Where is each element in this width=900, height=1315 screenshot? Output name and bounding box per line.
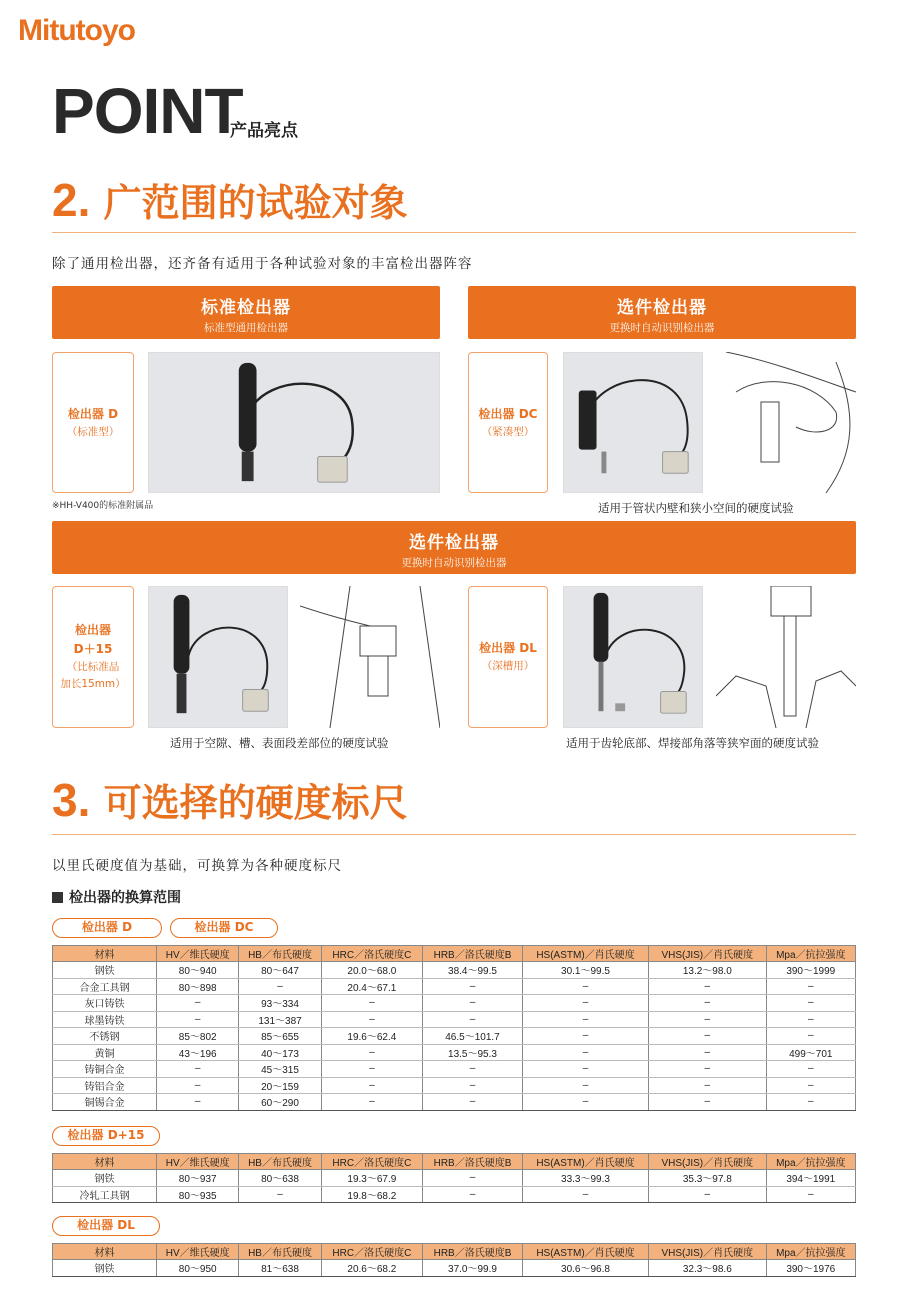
value-cell: 80～898 [157,978,239,995]
value-cell: 37.0～99.9 [423,1260,523,1277]
value-cell: – [766,1011,855,1028]
table-header-cell: 材料 [53,1244,157,1260]
probe-dc-type: （紧凑型） [481,425,535,438]
value-cell: 30.6～96.8 [522,1260,648,1277]
conversion-table-d [52,945,856,1111]
probe-dc-caption: 适用于管状内壁和狭小空间的硬度试验 [598,501,794,515]
conversion-subhead-text: 检出器的换算范围 [69,890,181,906]
table-row [53,1094,856,1111]
conversion-table-d15 [52,1153,856,1203]
probe-d15-name: 检出器 [74,623,111,638]
banner-standard-subtitle: 标准型通用检出器 [204,322,288,334]
table-header-cell: 材料 [53,946,157,962]
value-cell: 80～647 [239,962,321,979]
probe-dl-usage-illustration [716,586,856,728]
table-row [53,1186,856,1203]
value-cell: – [766,1061,855,1078]
section2-heading [52,172,408,227]
table-header-cell: HRC／洛氏硬度C [321,946,422,962]
value-cell: 80～950 [157,1260,239,1277]
table-header-cell: HS(ASTM)／肖氏硬度 [522,946,648,962]
probe-d15-type2: 加长15mm） [60,678,126,691]
value-cell: 85～655 [239,1028,321,1045]
value-cell: – [157,1094,239,1111]
probe-d-name: 检出器 D [67,406,119,421]
value-cell: – [522,978,648,995]
value-cell: – [321,1094,422,1111]
value-cell: 390～1976 [766,1260,855,1277]
value-cell: – [649,1044,767,1061]
value-cell: – [522,1044,648,1061]
value-cell: – [649,1061,767,1078]
pill-probe-dc: 检出器 DC [170,918,278,938]
probe-dc-usage-illustration [716,352,856,493]
value-cell: – [649,978,767,995]
probe-d15-usage-illustration [300,586,440,728]
section3-intro: 以里氏硬度值为基础，可换算为各种硬度标尺 [52,858,342,874]
probe-dc-card [468,352,548,493]
section3-title: 可选择的硬度标尺 [103,781,408,825]
probe-d15-card [52,586,134,728]
value-cell: – [649,1094,767,1111]
section3-number: 3. [52,774,91,826]
banner-standard-title: 标准检出器 [201,298,291,318]
value-cell: 131～387 [239,1011,321,1028]
table-header-cell: VHS(JIS)／肖氏硬度 [649,1244,767,1260]
table-header-cell: HB／布氏硬度 [239,1154,321,1170]
table-header-cell: Mpa／抗拉强度 [766,946,855,962]
table-row [53,995,856,1012]
value-cell: 390～1999 [766,962,855,979]
value-cell: – [649,995,767,1012]
value-cell: – [522,1061,648,1078]
table-header-cell: HV／维氏硬度 [157,1244,239,1260]
material-cell: 铸铝合金 [53,1077,157,1094]
value-cell: 30.1～99.5 [522,962,648,979]
table-header-cell: HS(ASTM)／肖氏硬度 [522,1244,648,1260]
material-cell: 铜锡合金 [53,1094,157,1111]
value-cell: – [522,1094,648,1111]
probe-dl-photo [563,586,703,728]
banner-standard-probe [52,286,440,339]
conversion-table-dl [52,1243,856,1277]
value-cell: – [423,1170,523,1187]
table-header-cell: Mpa／抗拉强度 [766,1244,855,1260]
banner-optional-title: 选件检出器 [617,298,707,318]
table-header-cell: HB／布氏硬度 [239,946,321,962]
material-cell: 灰口铸铁 [53,995,157,1012]
table-header-row [53,1244,856,1260]
value-cell: 394～1991 [766,1170,855,1187]
value-cell: 38.4～99.5 [423,962,523,979]
probe-d-photo [148,352,440,493]
material-cell: 铸铜合金 [53,1061,157,1078]
banner-optional2-title: 选件检出器 [409,533,499,553]
value-cell: 19.6～62.4 [321,1028,422,1045]
table-row [53,1011,856,1028]
page-title: POINT [52,75,243,147]
value-cell: – [157,1011,239,1028]
probe-dl-type: （深槽用） [481,660,535,673]
value-cell: – [649,1028,767,1045]
value-cell: 43～196 [157,1044,239,1061]
value-cell: – [649,1011,767,1028]
value-cell: – [423,1186,523,1203]
section2-intro: 除了通用检出器，还齐备有适用于各种试验对象的丰富检出器阵容 [52,256,473,272]
value-cell: – [239,978,321,995]
table-header-cell: HRB／洛氏硬度B [423,1154,523,1170]
table-header-cell: HRB／洛氏硬度B [423,946,523,962]
value-cell: 80～935 [157,1186,239,1203]
probe-d-card [52,352,134,493]
value-cell: – [766,1077,855,1094]
table-header-cell: HS(ASTM)／肖氏硬度 [522,1154,648,1170]
banner-optional-probe-2 [52,521,856,574]
table-row [53,1061,856,1078]
value-cell: 20.6～68.2 [321,1260,422,1277]
brand-logo: Mitutoyo [18,14,135,47]
table-header-cell: VHS(JIS)／肖氏硬度 [649,1154,767,1170]
material-cell: 钢铁 [53,1170,157,1187]
probe-dl-name: 检出器 DL [479,641,537,655]
value-cell: – [321,1061,422,1078]
value-cell: – [321,995,422,1012]
value-cell: – [321,1077,422,1094]
value-cell: 80～940 [157,962,239,979]
probe-d15-name2: D＋15 [73,642,113,657]
table-row [53,978,856,995]
table-header-cell: HRB／洛氏硬度B [423,1244,523,1260]
value-cell: – [423,995,523,1012]
probe-d15-caption: 适用于空隙、槽、表面段差部位的硬度试验 [170,736,389,750]
value-cell: – [766,1094,855,1111]
value-cell: 45～315 [239,1061,321,1078]
value-cell: – [649,1077,767,1094]
banner-optional-probe [468,286,856,339]
value-cell: 60～290 [239,1094,321,1111]
value-cell: – [239,1186,321,1203]
value-cell: – [423,1077,523,1094]
value-cell: – [157,1077,239,1094]
table-header-cell: HRC／洛氏硬度C [321,1244,422,1260]
value-cell: 13.2～98.0 [649,962,767,979]
material-cell: 不锈钢 [53,1028,157,1045]
value-cell: – [766,1028,855,1045]
table-row [53,962,856,979]
value-cell: – [157,995,239,1012]
probe-dl-card [468,586,548,728]
value-cell: – [321,1011,422,1028]
value-cell: – [766,1186,855,1203]
value-cell: 35.3～97.8 [649,1170,767,1187]
table-header-cell: 材料 [53,1154,157,1170]
banner-optional-subtitle: 更换时自动识别检出器 [609,322,715,334]
value-cell: 20.0～68.0 [321,962,422,979]
value-cell: 40～173 [239,1044,321,1061]
table-row [53,1260,856,1277]
value-cell: 20～159 [239,1077,321,1094]
probe-dl-caption: 适用于齿轮底部、焊接部角落等狭窄面的硬度试验 [566,736,819,750]
value-cell: 81～638 [239,1260,321,1277]
material-cell: 钢铁 [53,962,157,979]
material-cell: 冷轧工具钢 [53,1186,157,1203]
table-row [53,1044,856,1061]
value-cell: – [766,995,855,1012]
value-cell: 20.4～67.1 [321,978,422,995]
material-cell: 球墨铸铁 [53,1011,157,1028]
table-row [53,1077,856,1094]
value-cell: – [522,1011,648,1028]
value-cell: – [522,1028,648,1045]
table-header-row [53,946,856,962]
section2-rule [52,232,856,233]
value-cell: – [423,978,523,995]
section3-heading [52,772,408,827]
value-cell: 13.5～95.3 [423,1044,523,1061]
banner-optional2-subtitle: 更换时自动识别检出器 [401,557,507,569]
value-cell: – [321,1044,422,1061]
value-cell: 19.3～67.9 [321,1170,422,1187]
page-subtitle: 产品亮点 [230,121,298,141]
table-header-cell: HB／布氏硬度 [239,1244,321,1260]
value-cell: 33.3～99.3 [522,1170,648,1187]
probe-dc-photo [563,352,703,493]
conversion-subhead [52,887,181,907]
value-cell: – [522,995,648,1012]
probe-d-note: ※HH-V400的标准附属品 [52,501,154,511]
value-cell: – [522,1077,648,1094]
table-row [53,1170,856,1187]
section2-number: 2. [52,174,91,226]
value-cell: – [423,1011,523,1028]
value-cell: – [522,1186,648,1203]
material-cell: 合金工具钢 [53,978,157,995]
table-header-cell: Mpa／抗拉强度 [766,1154,855,1170]
value-cell: 85～802 [157,1028,239,1045]
value-cell: – [423,1094,523,1111]
probe-dc-name: 检出器 DC [478,406,538,421]
probe-d-type: （标准型） [66,425,120,438]
table-header-cell: HV／维氏硬度 [157,1154,239,1170]
section3-rule [52,834,856,835]
probe-d15-photo [148,586,288,728]
value-cell: 80～937 [157,1170,239,1187]
table-row [53,1028,856,1045]
square-bullet-icon [52,892,63,903]
value-cell: 80～638 [239,1170,321,1187]
table-header-cell: HRC／洛氏硬度C [321,1154,422,1170]
value-cell: 93～334 [239,995,321,1012]
pill-probe-d15: 检出器 D+15 [52,1126,160,1146]
value-cell: 32.3～98.6 [649,1260,767,1277]
pill-probe-d: 检出器 D [52,918,162,938]
table-header-cell: VHS(JIS)／肖氏硬度 [649,946,767,962]
material-cell: 黄铜 [53,1044,157,1061]
pill-probe-dl: 检出器 DL [52,1216,160,1236]
value-cell: – [423,1061,523,1078]
material-cell: 钢铁 [53,1260,157,1277]
probe-d15-type: （比标准品 [66,661,120,674]
table-header-cell: HV／维氏硬度 [157,946,239,962]
value-cell: – [766,978,855,995]
section2-title: 广范围的试验对象 [103,181,408,225]
value-cell: – [157,1061,239,1078]
value-cell: 46.5～101.7 [423,1028,523,1045]
table-header-row [53,1154,856,1170]
value-cell: 19.8～68.2 [321,1186,422,1203]
value-cell: – [649,1186,767,1203]
value-cell: 499～701 [766,1044,855,1061]
